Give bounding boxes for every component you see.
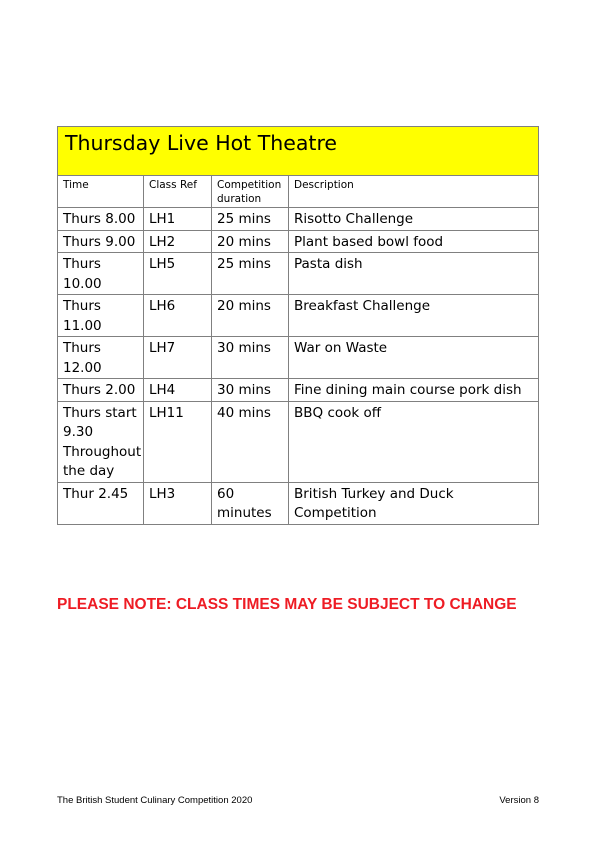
table-row xyxy=(58,401,539,482)
table-row xyxy=(58,337,539,379)
cell-time: Thurs start 9.30 Throughout the day xyxy=(58,401,144,482)
header-description: Description xyxy=(289,176,539,208)
cell-duration: 20 mins xyxy=(212,230,289,253)
cell-class-ref: LH1 xyxy=(144,208,212,231)
cell-description: Fine dining main course pork dish xyxy=(289,379,539,402)
cell-time: Thurs 10.00 xyxy=(58,253,144,295)
cell-time: Thurs 12.00 xyxy=(58,337,144,379)
cell-description: War on Waste xyxy=(289,337,539,379)
header-class-ref: Class Ref xyxy=(144,176,212,208)
cell-description: British Turkey and Duck Competition xyxy=(289,482,539,524)
table-row xyxy=(58,295,539,337)
table-row xyxy=(58,482,539,524)
cell-description: Breakfast Challenge xyxy=(289,295,539,337)
table-title: Thursday Live Hot Theatre xyxy=(58,127,539,176)
cell-class-ref: LH2 xyxy=(144,230,212,253)
cell-class-ref: LH3 xyxy=(144,482,212,524)
cell-duration: 25 mins xyxy=(212,253,289,295)
cell-class-ref: LH5 xyxy=(144,253,212,295)
cell-time: Thur 2.45 xyxy=(58,482,144,524)
cell-description: BBQ cook off xyxy=(289,401,539,482)
header-time: Time xyxy=(58,176,144,208)
cell-class-ref: LH4 xyxy=(144,379,212,402)
cell-description: Risotto Challenge xyxy=(289,208,539,231)
cell-description: Plant based bowl food xyxy=(289,230,539,253)
cell-class-ref: LH6 xyxy=(144,295,212,337)
table-row xyxy=(58,253,539,295)
table-row xyxy=(58,379,539,402)
cell-duration: 60 minutes xyxy=(212,482,289,524)
table-row xyxy=(58,230,539,253)
cell-time: Thurs 2.00 xyxy=(58,379,144,402)
footer-title: The British Student Culinary Competition 2020 xyxy=(57,795,253,806)
cell-time: Thurs 9.00 xyxy=(58,230,144,253)
cell-duration: 30 mins xyxy=(212,337,289,379)
cell-duration: 40 mins xyxy=(212,401,289,482)
header-duration: Competition duration xyxy=(212,176,289,208)
footer-version: Version 8 xyxy=(499,795,539,806)
cell-description: Pasta dish xyxy=(289,253,539,295)
cell-duration: 30 mins xyxy=(212,379,289,402)
schedule-table xyxy=(57,126,539,525)
cell-time: Thurs 11.00 xyxy=(58,295,144,337)
cell-duration: 25 mins xyxy=(212,208,289,231)
table-row xyxy=(58,208,539,231)
schedule-change-notice: PLEASE NOTE: CLASS TIMES MAY BE SUBJECT TO CHANGE xyxy=(57,596,517,613)
cell-class-ref: LH7 xyxy=(144,337,212,379)
cell-class-ref: LH11 xyxy=(144,401,212,482)
cell-duration: 20 mins xyxy=(212,295,289,337)
header-row xyxy=(58,176,539,208)
cell-time: Thurs 8.00 xyxy=(58,208,144,231)
